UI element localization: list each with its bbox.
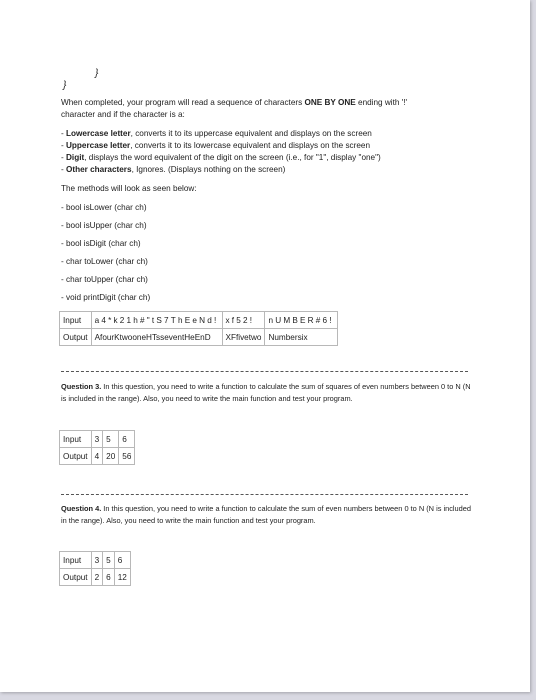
method-item: - void printDigit (char ch) xyxy=(61,293,151,302)
rule-text: , converts it to its uppercase equivalent and displays on the screen xyxy=(130,129,372,138)
method-item: - bool isLower (char ch) xyxy=(61,203,147,212)
rule-text: , converts it to its lowercase equivalent and displays on the screen xyxy=(130,141,371,150)
row-label-input: Input xyxy=(60,552,92,569)
question-4-text xyxy=(61,503,476,527)
example-table-1 xyxy=(59,311,338,346)
question-4-title: Question 4. xyxy=(61,504,102,513)
table-row xyxy=(60,431,135,448)
table-cell: AfourKtwooneHTsseventHeEnD xyxy=(91,329,222,346)
section-divider xyxy=(61,371,468,372)
table-cell: nUMBER#6! xyxy=(265,312,337,329)
rule-text: , displays the word equivalent of the digit on the screen (i.e., for "1", display "one") xyxy=(84,153,381,162)
rule-text: , Ignores. (Displays nothing on the screen) xyxy=(131,165,286,174)
rule-label: Digit xyxy=(66,153,85,162)
intro-line-1 xyxy=(61,97,407,109)
method-item: - bool isDigit (char ch) xyxy=(61,239,141,248)
question-3-body: In this question, you need to write a function to calculate the sum of squares of even numbers between 0 to N (N is included in the range). Also, you need to write the main function and test your program. xyxy=(61,382,471,403)
table-row xyxy=(60,569,131,586)
table-cell: 12 xyxy=(114,569,130,586)
table-cell: 3 xyxy=(91,552,103,569)
intro-suffix: ending with '!' xyxy=(355,98,408,107)
table-cell: 5 xyxy=(103,431,119,448)
intro-bold: ONE BY ONE xyxy=(304,98,356,107)
method-item: - char toLower (char ch) xyxy=(61,257,148,266)
rule-item: - Uppercase letter, converts it to its lowercase equivalent and displays on the screen xyxy=(61,141,371,150)
table-cell: 3 xyxy=(91,431,103,448)
method-item: - char toUpper (char ch) xyxy=(61,275,148,284)
section-divider xyxy=(61,494,468,495)
method-item: - bool isUpper (char ch) xyxy=(61,221,147,230)
table-cell: a4*k21h#"tS7ThEeNd! xyxy=(91,312,222,329)
table-cell: 20 xyxy=(103,448,119,465)
question-3-title: Question 3. xyxy=(61,382,102,391)
table-cell: 56 xyxy=(119,448,135,465)
table-cell: XFfivetwo xyxy=(222,329,265,346)
table-cell: 5 xyxy=(103,552,115,569)
rule-label: Uppercase letter xyxy=(66,141,131,150)
row-label-output: Output xyxy=(60,448,92,465)
table-row xyxy=(60,312,338,329)
table-cell: 6 xyxy=(114,552,130,569)
intro-line-2: character and if the character is a: xyxy=(61,110,185,119)
row-label-input: Input xyxy=(60,431,92,448)
table-cell: xf52! xyxy=(222,312,265,329)
example-table-q4 xyxy=(59,551,131,586)
table-row xyxy=(60,329,338,346)
question-3-text xyxy=(61,381,476,405)
table-cell: Numbersix xyxy=(265,329,337,346)
row-label-output: Output xyxy=(60,329,92,346)
closing-brace-outer: } xyxy=(63,80,67,91)
rule-label: Lowercase letter xyxy=(66,129,131,138)
example-table-q3 xyxy=(59,430,135,465)
rule-item: - Other characters, Ignores. (Displays nothing on the screen) xyxy=(61,165,286,174)
rule-item: - Lowercase letter, converts it to its uppercase equivalent and displays on the screen xyxy=(61,129,372,138)
table-row xyxy=(60,448,135,465)
row-label-input: Input xyxy=(60,312,92,329)
table-row xyxy=(60,552,131,569)
table-cell: 4 xyxy=(91,448,103,465)
table-cell: 6 xyxy=(119,431,135,448)
question-4-body: In this question, you need to write a function to calculate the sum of even numbers between 0 to N (N is included in the range). Also, you need to write the main function and test your program. xyxy=(61,504,471,525)
table-cell: 6 xyxy=(103,569,115,586)
table-cell: 2 xyxy=(91,569,103,586)
rule-item: - Digit, displays the word equivalent of the digit on the screen (i.e., for "1", display "one") xyxy=(61,153,381,162)
rule-label: Other characters xyxy=(66,165,132,174)
row-label-output: Output xyxy=(60,569,92,586)
closing-brace-inner: } xyxy=(95,68,99,79)
methods-intro: The methods will look as seen below: xyxy=(61,184,197,193)
intro-text: When completed, your program will read a sequence of characters xyxy=(61,98,305,107)
